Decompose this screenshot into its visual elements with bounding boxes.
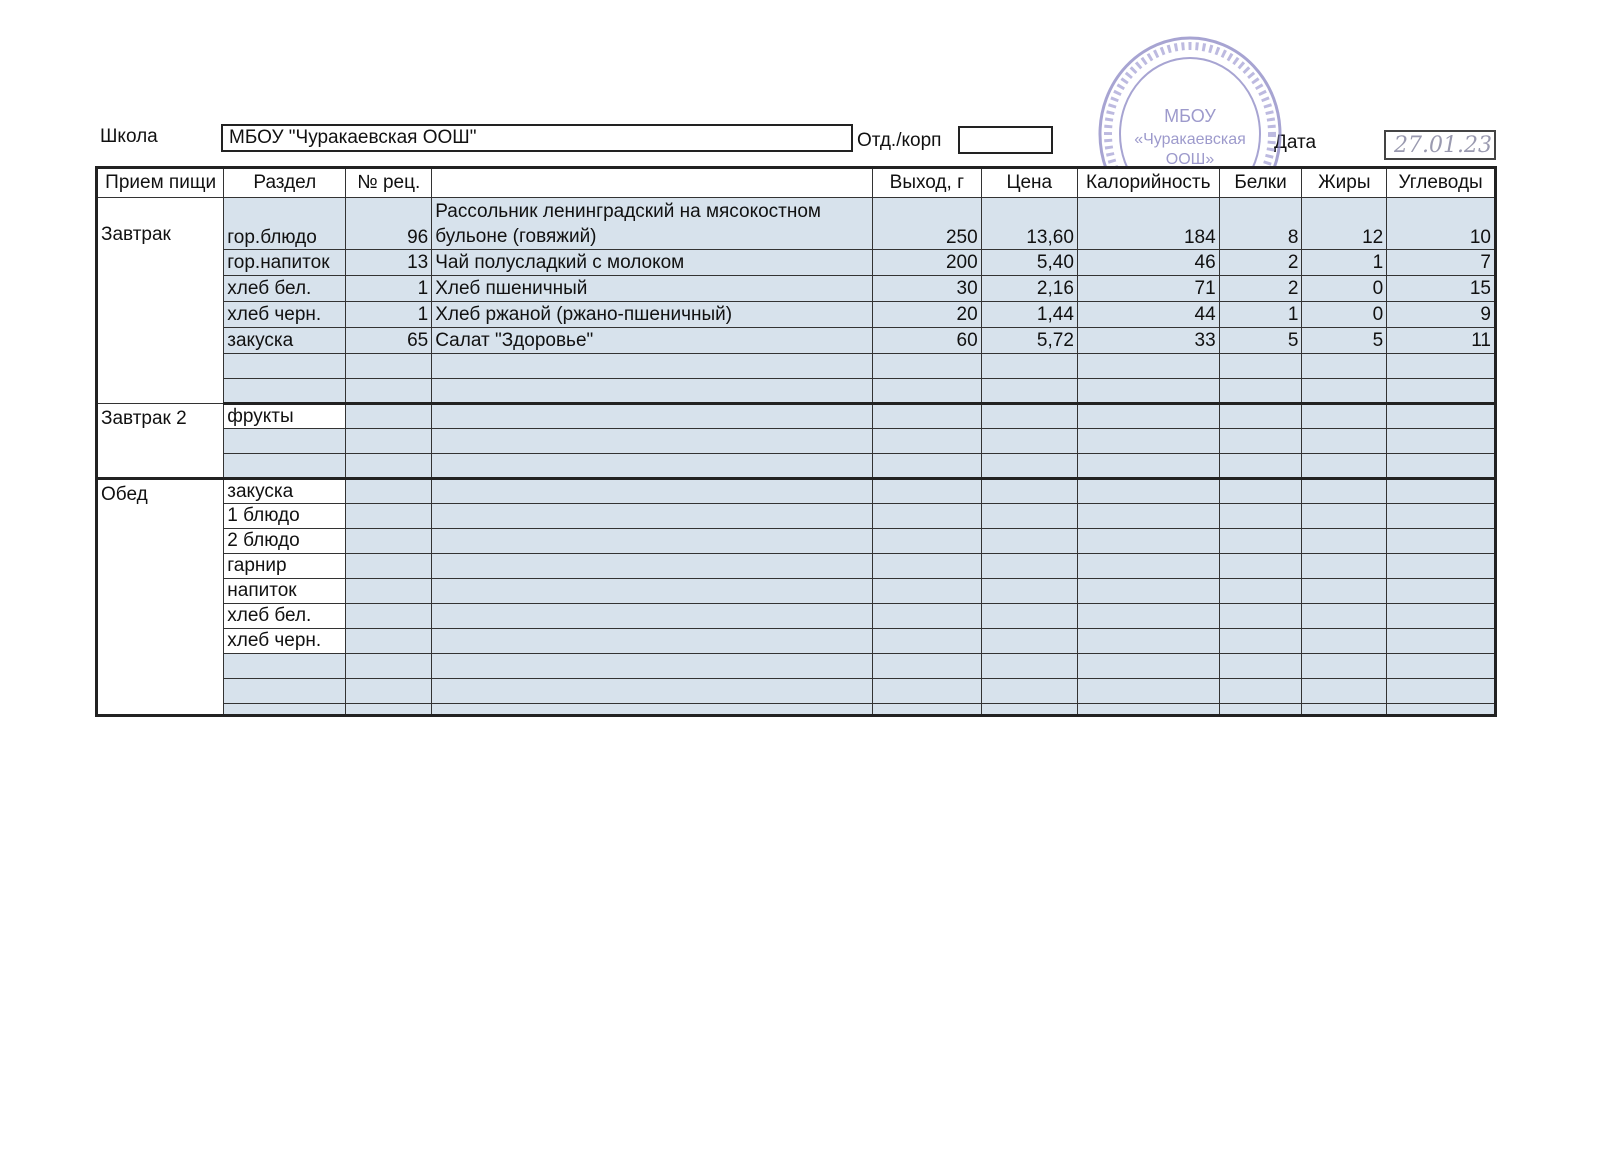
empty-cell xyxy=(346,479,432,504)
dish-cell: Рассольник ленинградский на мясокостном бульоне (говяжий) xyxy=(432,198,873,250)
empty-cell xyxy=(224,354,346,379)
section-cell: хлеб бел. xyxy=(224,276,346,302)
empty-cell xyxy=(1219,654,1302,679)
empty-cell xyxy=(1219,554,1302,579)
price-cell: 5,40 xyxy=(981,250,1077,276)
empty-cell xyxy=(1219,504,1302,529)
empty-cell xyxy=(1219,354,1302,379)
empty-cell xyxy=(981,404,1077,429)
col-fat: Жиры xyxy=(1302,168,1387,198)
fat-cell: 0 xyxy=(1302,276,1387,302)
kcal-cell: 71 xyxy=(1077,276,1219,302)
empty-cell xyxy=(1219,404,1302,429)
empty-cell xyxy=(981,554,1077,579)
empty-cell xyxy=(1302,379,1387,404)
protein-cell: 1 xyxy=(1219,302,1302,328)
empty-cell xyxy=(432,579,873,604)
empty-cell xyxy=(981,704,1077,716)
table-row xyxy=(97,704,1496,716)
fat-cell: 12 xyxy=(1302,198,1387,250)
empty-cell xyxy=(1219,429,1302,454)
empty-cell xyxy=(1387,704,1496,716)
dish-cell: Чай полусладкий с молоком xyxy=(432,250,873,276)
col-dish xyxy=(432,168,873,198)
empty-cell xyxy=(873,454,982,479)
empty-cell xyxy=(1302,579,1387,604)
empty-cell xyxy=(1302,404,1387,429)
stamp-line-2: «Чуракаевская xyxy=(1134,131,1246,148)
empty-cell xyxy=(1302,529,1387,554)
empty-cell xyxy=(224,704,346,716)
section-cell: хлеб черн. xyxy=(224,629,346,654)
empty-cell xyxy=(981,579,1077,604)
empty-cell xyxy=(1219,529,1302,554)
col-price: Цена xyxy=(981,168,1077,198)
empty-cell xyxy=(224,429,346,454)
empty-cell xyxy=(1077,479,1219,504)
empty-cell xyxy=(432,429,873,454)
empty-cell xyxy=(432,379,873,404)
price-cell: 5,72 xyxy=(981,328,1077,354)
empty-cell xyxy=(346,379,432,404)
table-row xyxy=(97,276,1496,302)
recipe-cell: 1 xyxy=(346,302,432,328)
stamp-line-3: ООШ» xyxy=(1165,151,1215,168)
section-cell: гор.блюдо xyxy=(224,198,346,250)
empty-cell xyxy=(1387,604,1496,629)
yield-cell: 20 xyxy=(873,302,982,328)
section-cell: хлеб бел. xyxy=(224,604,346,629)
dish-cell: Хлеб пшеничный xyxy=(432,276,873,302)
yield-cell: 250 xyxy=(873,198,982,250)
price-cell: 1,44 xyxy=(981,302,1077,328)
empty-cell xyxy=(1077,379,1219,404)
empty-cell xyxy=(1077,629,1219,654)
empty-cell xyxy=(1387,579,1496,604)
empty-cell xyxy=(346,529,432,554)
empty-cell xyxy=(432,704,873,716)
empty-cell xyxy=(1387,454,1496,479)
col-kcal: Калорийность xyxy=(1077,168,1219,198)
table-row xyxy=(97,198,1496,250)
empty-cell xyxy=(1387,529,1496,554)
recipe-cell: 96 xyxy=(346,198,432,250)
table-row xyxy=(97,250,1496,276)
dish-cell: Хлеб ржаной (ржано-пшеничный) xyxy=(432,302,873,328)
table-row xyxy=(97,529,1496,554)
empty-cell xyxy=(1387,629,1496,654)
empty-cell xyxy=(1077,454,1219,479)
protein-cell: 2 xyxy=(1219,276,1302,302)
empty-cell xyxy=(432,679,873,704)
protein-cell: 5 xyxy=(1219,328,1302,354)
empty-cell xyxy=(1302,479,1387,504)
empty-cell xyxy=(1387,429,1496,454)
empty-cell xyxy=(873,604,982,629)
carbs-cell: 11 xyxy=(1387,328,1496,354)
meal-breakfast: Завтрак xyxy=(97,198,224,404)
empty-cell xyxy=(1387,354,1496,379)
empty-cell xyxy=(346,504,432,529)
table-row xyxy=(97,379,1496,404)
empty-cell xyxy=(1387,379,1496,404)
empty-cell xyxy=(981,354,1077,379)
date-field[interactable] xyxy=(1384,130,1496,160)
dept-label: Отд./корп xyxy=(857,130,942,151)
empty-cell xyxy=(1302,629,1387,654)
empty-cell xyxy=(1219,679,1302,704)
date-label: Дата xyxy=(1274,132,1317,153)
meal-breakfast-2: Завтрак 2 xyxy=(97,404,224,479)
empty-cell xyxy=(346,454,432,479)
empty-cell xyxy=(1219,454,1302,479)
empty-cell xyxy=(346,554,432,579)
carbs-cell: 7 xyxy=(1387,250,1496,276)
empty-cell xyxy=(1077,579,1219,604)
section-cell: закуска xyxy=(224,479,346,504)
empty-cell xyxy=(432,554,873,579)
empty-cell xyxy=(346,404,432,429)
table-row xyxy=(97,579,1496,604)
empty-cell xyxy=(1077,554,1219,579)
empty-cell xyxy=(432,354,873,379)
col-meal: Прием пищи xyxy=(97,168,224,198)
empty-cell xyxy=(873,404,982,429)
empty-cell xyxy=(1387,554,1496,579)
empty-cell xyxy=(346,354,432,379)
price-cell: 2,16 xyxy=(981,276,1077,302)
empty-cell xyxy=(432,454,873,479)
col-yield: Выход, г xyxy=(873,168,982,198)
empty-cell xyxy=(1387,504,1496,529)
price-cell: 13,60 xyxy=(981,198,1077,250)
menu-table xyxy=(95,166,1497,717)
col-section: Раздел xyxy=(224,168,346,198)
yield-cell: 30 xyxy=(873,276,982,302)
empty-cell xyxy=(432,504,873,529)
table-row xyxy=(97,679,1496,704)
empty-cell xyxy=(346,579,432,604)
empty-cell xyxy=(346,429,432,454)
table-row xyxy=(97,479,1496,504)
empty-cell xyxy=(1302,429,1387,454)
recipe-cell: 13 xyxy=(346,250,432,276)
meal-lunch: Обед xyxy=(97,479,224,716)
date-value: 27.01.23 xyxy=(1394,133,1492,158)
empty-cell xyxy=(1387,404,1496,429)
empty-cell xyxy=(1302,704,1387,716)
empty-cell xyxy=(1219,479,1302,504)
empty-cell xyxy=(1387,654,1496,679)
recipe-cell: 65 xyxy=(346,328,432,354)
section-cell: напиток xyxy=(224,579,346,604)
table-row xyxy=(97,654,1496,679)
section-cell: хлеб черн. xyxy=(224,302,346,328)
empty-cell xyxy=(346,654,432,679)
empty-cell xyxy=(1219,704,1302,716)
empty-cell xyxy=(1077,404,1219,429)
table-row xyxy=(97,354,1496,379)
kcal-cell: 46 xyxy=(1077,250,1219,276)
fat-cell: 1 xyxy=(1302,250,1387,276)
table-row xyxy=(97,302,1496,328)
empty-cell xyxy=(1077,704,1219,716)
empty-cell xyxy=(873,529,982,554)
empty-cell xyxy=(1302,604,1387,629)
protein-cell: 8 xyxy=(1219,198,1302,250)
empty-cell xyxy=(224,379,346,404)
empty-cell xyxy=(873,479,982,504)
empty-cell xyxy=(432,654,873,679)
table-header xyxy=(97,168,1496,198)
empty-cell xyxy=(981,429,1077,454)
empty-cell xyxy=(1387,679,1496,704)
kcal-cell: 184 xyxy=(1077,198,1219,250)
col-protein: Белки xyxy=(1219,168,1302,198)
table-row xyxy=(97,604,1496,629)
empty-cell xyxy=(981,504,1077,529)
recipe-cell: 1 xyxy=(346,276,432,302)
empty-cell xyxy=(981,529,1077,554)
empty-cell xyxy=(1077,679,1219,704)
empty-cell xyxy=(1077,354,1219,379)
kcal-cell: 33 xyxy=(1077,328,1219,354)
empty-cell xyxy=(346,704,432,716)
school-label: Школа xyxy=(100,126,158,147)
empty-cell xyxy=(224,654,346,679)
table-row xyxy=(97,504,1496,529)
empty-cell xyxy=(1302,354,1387,379)
empty-cell xyxy=(1387,479,1496,504)
empty-cell xyxy=(432,404,873,429)
empty-cell xyxy=(224,679,346,704)
empty-cell xyxy=(1302,504,1387,529)
empty-cell xyxy=(432,529,873,554)
empty-cell xyxy=(432,604,873,629)
fat-cell: 5 xyxy=(1302,328,1387,354)
empty-cell xyxy=(432,629,873,654)
carbs-cell: 15 xyxy=(1387,276,1496,302)
carbs-cell: 10 xyxy=(1387,198,1496,250)
empty-cell xyxy=(981,604,1077,629)
empty-cell xyxy=(432,479,873,504)
empty-cell xyxy=(1302,679,1387,704)
empty-cell xyxy=(1077,529,1219,554)
dish-cell: Салат "Здоровье" xyxy=(432,328,873,354)
empty-cell xyxy=(1219,604,1302,629)
empty-cell xyxy=(873,554,982,579)
col-carbs: Углеводы xyxy=(1387,168,1496,198)
table-row xyxy=(97,429,1496,454)
table-row xyxy=(97,629,1496,654)
empty-cell xyxy=(873,354,982,379)
empty-cell xyxy=(981,654,1077,679)
kcal-cell: 44 xyxy=(1077,302,1219,328)
empty-cell xyxy=(873,679,982,704)
empty-cell xyxy=(346,679,432,704)
empty-cell xyxy=(981,629,1077,654)
empty-cell xyxy=(1219,579,1302,604)
empty-cell xyxy=(873,504,982,529)
empty-cell xyxy=(1302,554,1387,579)
yield-cell: 200 xyxy=(873,250,982,276)
section-cell: гор.напиток xyxy=(224,250,346,276)
table-row xyxy=(97,328,1496,354)
empty-cell xyxy=(873,429,982,454)
empty-cell xyxy=(873,654,982,679)
carbs-cell: 9 xyxy=(1387,302,1496,328)
fat-cell: 0 xyxy=(1302,302,1387,328)
section-cell: закуска xyxy=(224,328,346,354)
empty-cell xyxy=(1302,654,1387,679)
dept-field[interactable] xyxy=(958,126,1053,154)
empty-cell xyxy=(873,629,982,654)
empty-cell xyxy=(981,379,1077,404)
empty-cell xyxy=(1302,454,1387,479)
section-cell: фрукты xyxy=(224,404,346,429)
empty-cell xyxy=(1219,379,1302,404)
stamp-line-1: МБОУ xyxy=(1164,106,1216,126)
col-recipe: № рец. xyxy=(346,168,432,198)
table-row xyxy=(97,404,1496,429)
empty-cell xyxy=(873,704,982,716)
yield-cell: 60 xyxy=(873,328,982,354)
section-cell: гарнир xyxy=(224,554,346,579)
empty-cell xyxy=(1077,504,1219,529)
empty-cell xyxy=(873,379,982,404)
school-field[interactable]: МБОУ "Чуракаевская ООШ" xyxy=(221,124,853,152)
empty-cell xyxy=(1077,604,1219,629)
empty-cell xyxy=(981,454,1077,479)
section-cell: 1 блюдо xyxy=(224,504,346,529)
empty-cell xyxy=(981,479,1077,504)
protein-cell: 2 xyxy=(1219,250,1302,276)
table-row xyxy=(97,554,1496,579)
table-row xyxy=(97,454,1496,479)
empty-cell xyxy=(1219,629,1302,654)
empty-cell xyxy=(1077,654,1219,679)
empty-cell xyxy=(873,579,982,604)
empty-cell xyxy=(346,629,432,654)
empty-cell xyxy=(224,454,346,479)
empty-cell xyxy=(346,604,432,629)
section-cell: 2 блюдо xyxy=(224,529,346,554)
empty-cell xyxy=(981,679,1077,704)
empty-cell xyxy=(1077,429,1219,454)
